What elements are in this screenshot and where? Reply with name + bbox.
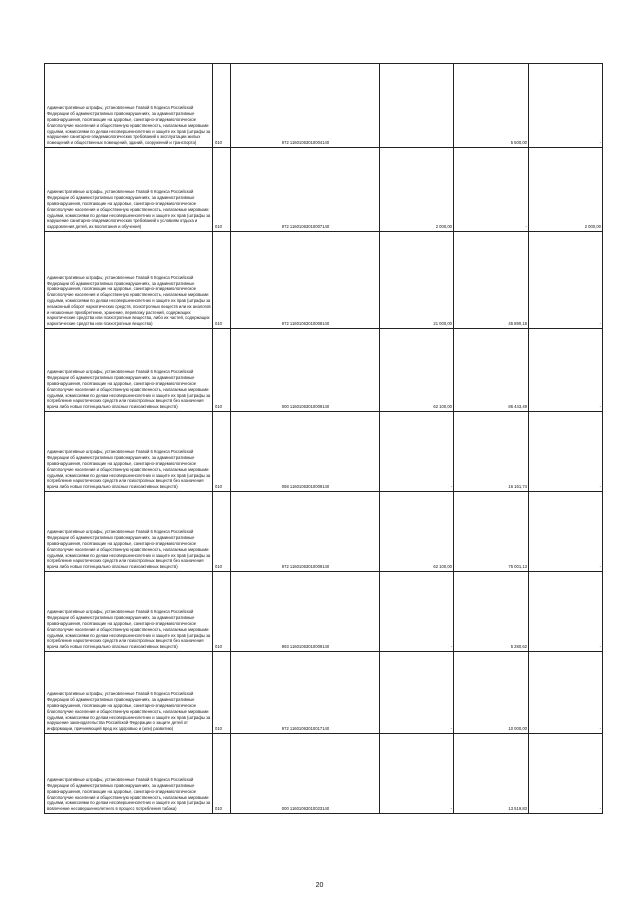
approved-amount-cell <box>380 572 454 652</box>
unexecuted-amount-text: - <box>599 806 601 812</box>
unexecuted-amount-cell <box>529 232 603 329</box>
approved-amount-text: - <box>450 644 452 650</box>
approved-amount-cell <box>380 652 454 734</box>
table-row <box>45 148 603 232</box>
unexecuted-amount-cell <box>529 412 603 492</box>
table-row <box>45 492 603 572</box>
line-code-cell <box>213 232 231 329</box>
line-code-text: 010 <box>215 564 222 570</box>
line-code-cell <box>213 412 231 492</box>
executed-amount-text: 45 890,18 <box>508 321 527 327</box>
approved-amount-text: 62 100,00 <box>433 564 452 570</box>
income-code-cell <box>231 148 380 232</box>
line-code-cell <box>213 329 231 412</box>
line-code-text: 010 <box>215 726 222 732</box>
line-code-text: 010 <box>215 484 222 490</box>
executed-amount-text: 75 001,13 <box>508 564 527 570</box>
table-body <box>45 64 603 814</box>
executed-amount-text: 86 443,49 <box>508 404 527 410</box>
unexecuted-amount-text: - <box>599 484 601 490</box>
income-code-cell <box>231 734 380 814</box>
income-code-cell <box>231 64 380 148</box>
executed-amount-cell <box>454 412 529 492</box>
approved-amount-cell <box>380 734 454 814</box>
line-code-cell <box>213 572 231 652</box>
table-row <box>45 652 603 734</box>
income-code-text: 000 11601063010023140 <box>281 806 330 812</box>
unexecuted-amount-cell <box>529 148 603 232</box>
approved-amount-cell <box>380 232 454 329</box>
executed-amount-text: 5 280,62 <box>510 644 527 650</box>
income-code-text: 972 11601063010008140 <box>281 321 330 327</box>
unexecuted-amount-cell <box>529 572 603 652</box>
indicator-name-cell <box>45 64 213 148</box>
income-code-text: 068 11601063010009140 <box>281 484 330 490</box>
unexecuted-amount-text: - <box>599 404 601 410</box>
approved-amount-text: 21 000,00 <box>433 321 452 327</box>
indicator-name-cell <box>45 492 213 572</box>
executed-amount-cell <box>454 572 529 652</box>
revenue-table <box>44 63 603 814</box>
income-code-text: 972 11601063010004140 <box>281 140 330 146</box>
table-row <box>45 232 603 329</box>
approved-amount-cell <box>380 412 454 492</box>
table-row <box>45 329 603 412</box>
executed-amount-cell <box>454 652 529 734</box>
unexecuted-amount-text: 2 000,00 <box>584 224 601 230</box>
approved-amount-cell <box>380 64 454 148</box>
executed-amount-text: 10 000,00 <box>508 726 527 732</box>
indicator-name-cell <box>45 734 213 814</box>
unexecuted-amount-text: - <box>599 644 601 650</box>
line-code-text: 010 <box>215 224 222 230</box>
line-code-cell <box>213 652 231 734</box>
income-code-cell <box>231 492 380 572</box>
line-code-cell <box>213 148 231 232</box>
indicator-name-text: Административные штрафы, установленные Главой 6 Кодекса Российской Федерации об административных правонарушениях, за административные правонарушения, посягающие на здоровье, санитарно-эпидемиологическое благополучие населения и общественную нравственность, налагаемые мировыми судьями, комиссиями по делам несовершеннолетних и защите их прав (штрафы за потребление наркотических средств или психотропных веществ без назначения врача либо новых потенциально опасных психоактивных веществ) <box>47 529 211 570</box>
unexecuted-amount-cell <box>529 734 603 814</box>
executed-amount-cell <box>454 148 529 232</box>
income-code-text: 972 11601063010017140 <box>281 726 330 732</box>
income-code-text: 000 11601063010009140 <box>281 404 330 410</box>
indicator-name-text: Административные штрафы, установленные Главой 6 Кодекса Российской Федерации об административных правонарушениях, за административные правонарушения, посягающие на здоровье, санитарно-эпидемиологическое благополучие населения и общественную нравственность, налагаемые мировыми судьями, комиссиями по делам несовершеннолетних и защите их прав (штрафы за потребление наркотических средств или психотропных веществ без назначения врача либо новых потенциально опасных психоактивных веществ) <box>47 369 211 410</box>
table-row <box>45 572 603 652</box>
approved-amount-text: 2 000,00 <box>435 224 452 230</box>
line-code-text: 010 <box>215 321 222 327</box>
executed-amount-cell <box>454 734 529 814</box>
executed-amount-cell <box>454 329 529 412</box>
table-row <box>45 64 603 148</box>
indicator-name-cell <box>45 232 213 329</box>
executed-amount-text: - <box>525 224 527 230</box>
unexecuted-amount-text: - <box>599 726 601 732</box>
indicator-name-text: Административные штрафы, установленные Главой 6 Кодекса Российской Федерации об административных правонарушениях, за административные правонарушения, посягающие на здоровье, санитарно-эпидемиологическое благополучие населения и общественную нравственность, налагаемые мировыми судьями, комиссиями по делам несовершеннолетних и защите их прав (штрафы за нарушение законодательства Российской Федерации о защите детей от информации, причиняющей вред их здоровью и (или) развитию) <box>47 691 211 732</box>
unexecuted-amount-text: - <box>599 564 601 570</box>
approved-amount-cell <box>380 148 454 232</box>
indicator-name-cell <box>45 412 213 492</box>
executed-amount-cell <box>454 64 529 148</box>
indicator-name-cell <box>45 572 213 652</box>
income-code-text: 993 11601063010009140 <box>281 644 330 650</box>
income-code-cell <box>231 412 380 492</box>
income-code-text: 972 11601063010009140 <box>281 564 330 570</box>
table-row <box>45 734 603 814</box>
indicator-name-cell <box>45 329 213 412</box>
indicator-name-cell <box>45 652 213 734</box>
line-code-cell <box>213 492 231 572</box>
approved-amount-cell <box>380 329 454 412</box>
executed-amount-text: 16 161,74 <box>508 484 527 490</box>
line-code-text: 010 <box>215 140 222 146</box>
executed-amount-text: 13 519,83 <box>508 806 527 812</box>
approved-amount-cell <box>380 492 454 572</box>
income-code-cell <box>231 232 380 329</box>
indicator-name-cell <box>45 148 213 232</box>
line-code-cell <box>213 64 231 148</box>
indicator-name-text: Административные штрафы, установленные Главой 6 Кодекса Российской Федерации об административных правонарушениях, за административные правонарушения, посягающие на здоровье, санитарно-эпидемиологическое благополучие населения и общественную нравственность, налагаемые мировыми судьями, комиссиями по делам несовершеннолетних и защите их прав (штрафы за нарушение санитарно-эпидемиологических требований к условиям отдыха и оздоровления детей, их воспитания и обучения) <box>47 189 211 230</box>
line-code-text: 010 <box>215 404 222 410</box>
income-code-text: 972 11601063010007140 <box>281 224 330 230</box>
line-code-cell <box>213 734 231 814</box>
indicator-name-text: Административные штрафы, установленные Главой 6 Кодекса Российской Федерации об административных правонарушениях, за административные правонарушения, посягающие на здоровье, санитарно-эпидемиологическое благополучие населения и общественную нравственность, налагаемые мировыми судьями, комиссиями по делам несовершеннолетних и защите их прав (штрафы за потребление наркотических средств или психотропных веществ без назначения врача либо новых потенциально опасных психоактивных веществ) <box>47 609 211 650</box>
unexecuted-amount-cell <box>529 64 603 148</box>
indicator-name-text: Административные штрафы, установленные Главой 6 Кодекса Российской Федерации об административных правонарушениях, за административные правонарушения, посягающие на здоровье, санитарно-эпидемиологическое благополучие населения и общественную нравственность, налагаемые мировыми судьями, комиссиями по делам несовершеннолетних и защите их прав (штрафы за нарушение санитарно-эпидемиологических требований к эксплуатации жилых помещений и общественных помещений, зданий, сооружений и транспорта) <box>47 105 211 146</box>
unexecuted-amount-cell <box>529 652 603 734</box>
page-number: 20 <box>315 882 324 889</box>
income-code-cell <box>231 572 380 652</box>
executed-amount-text: 5 500,00 <box>510 140 527 146</box>
line-code-text: 010 <box>215 644 222 650</box>
indicator-name-text: Административные штрафы, установленные Главой 6 Кодекса Российской Федерации об административных правонарушениях, за административные правонарушения, посягающие на здоровье, санитарно-эпидемиологическое благополучие населения и общественную нравственность, налагаемые мировыми судьями, комиссиями по делам несовершеннолетних и защите их прав (штрафы за вовлечение несовершеннолетнего в процесс потребления табака) <box>47 777 211 812</box>
approved-amount-text: 62 100,00 <box>433 404 452 410</box>
indicator-name-text: Административные штрафы, установленные Главой 6 Кодекса Российской Федерации об административных правонарушениях, за административные правонарушения, посягающие на здоровье, санитарно-эпидемиологическое благополучие населения и общественную нравственность, налагаемые мировыми судьями, комиссиями по делам несовершеннолетних и защите их прав (штрафы за незаконный оборот наркотических средств, психотропных веществ или их аналогов и незаконные приобретение, хранение, перевозку растений, содержащих наркотические средства или психотропные вещества, либо их частей, содержащих наркотические средства или психотропные вещества) <box>47 274 211 327</box>
approved-amount-text: - <box>450 806 452 812</box>
approved-amount-text: - <box>450 484 452 490</box>
executed-amount-cell <box>454 232 529 329</box>
line-code-text: 010 <box>215 806 222 812</box>
unexecuted-amount-cell <box>529 329 603 412</box>
approved-amount-text: - <box>450 726 452 732</box>
income-code-cell <box>231 652 380 734</box>
unexecuted-amount-cell <box>529 492 603 572</box>
executed-amount-cell <box>454 492 529 572</box>
unexecuted-amount-text: - <box>599 140 601 146</box>
income-code-cell <box>231 329 380 412</box>
unexecuted-amount-text: - <box>599 321 601 327</box>
table-row <box>45 412 603 492</box>
indicator-name-text: Административные штрафы, установленные Главой 6 Кодекса Российской Федерации об административных правонарушениях, за административные правонарушения, посягающие на здоровье, санитарно-эпидемиологическое благополучие населения и общественную нравственность, налагаемые мировыми судьями, комиссиями по делам несовершеннолетних и защите их прав (штрафы за потребление наркотических средств или психотропных веществ без назначения врача либо новых потенциально опасных психоактивных веществ) <box>47 449 211 490</box>
